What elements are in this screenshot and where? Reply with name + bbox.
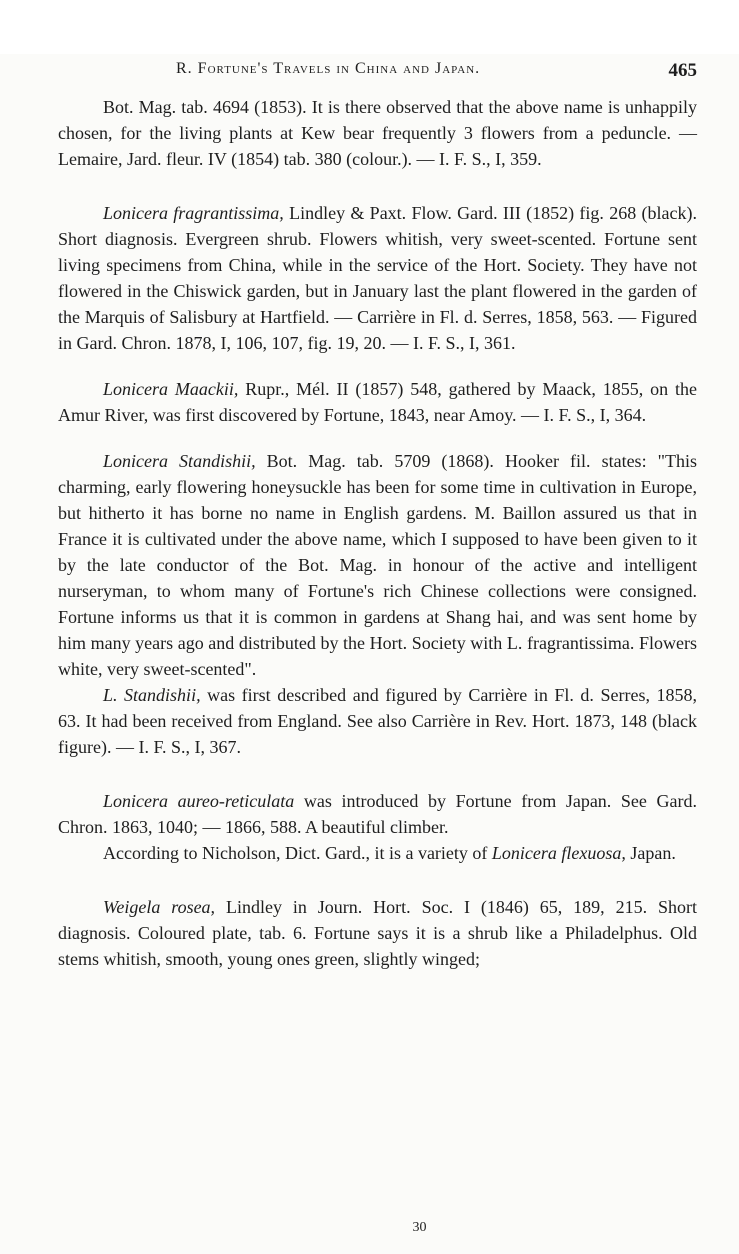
- entry-lonicera-standishii: [58, 448, 697, 760]
- entry-lonicera-maackii: [58, 376, 697, 428]
- entry-continuation: [58, 94, 697, 172]
- species-name: L. Standishii,: [103, 685, 201, 705]
- entry-paragraph: [58, 894, 697, 972]
- entry-lonicera-aureo-reticulata: [58, 788, 697, 866]
- entry-text: Bot. Mag. tab. 5709 (1868). Hooker fil. states: "This charming, early flowering honeysuckle has been for some time in cultivation in Europe, but hitherto it has borne no name in English gardens. M. Baillon assured us that in France it is cultivated under the above name, which I supposed to have been given to it by the late conductor of the Bot. Mag. in honour of the active and intelligent nurseryman, to whom many of Fortune's rich Chinese collections were consigned. Fortune informs us that it is common in gardens at Shang hai, and was sent home by him many years ago and distributed by the Hort. Society with L. fragrantissima. Flowers white, very sweet-scented".: [58, 451, 697, 679]
- entry-paragraph: [58, 200, 697, 356]
- entry-paragraph: [58, 788, 697, 840]
- entry-lonicera-fragrantissima: [58, 200, 697, 356]
- book-page: [0, 54, 739, 1254]
- entry-subparagraph: [58, 682, 697, 760]
- running-title: R. Fortune's Travels in China and Japan.: [176, 60, 481, 77]
- species-name: Lonicera Standishii,: [103, 451, 256, 471]
- entry-text: was introduced by Fortune from Japan. See Gard. Chron. 1863, 1040; — 1866, 588. A beautiful climber.: [58, 791, 697, 837]
- species-name: Lonicera flexuosa,: [491, 843, 626, 863]
- entry-text: Bot. Mag. tab. 4694 (1853). It is there observed that the above name is unhappily chosen, for the living plants at Kew bear frequently 3 flowers from a peduncle. — Lemaire, Jard. fleur. IV (1854) tab. 380 (colour.). — I. F. S., I, 359.: [58, 97, 697, 169]
- running-head: [58, 54, 697, 88]
- note-text: According to Nicholson, Dict. Gard., it is a variety of: [103, 843, 492, 863]
- entry-text: Lindley in Journ. Hort. Soc. I (1846) 65, 189, 215. Short diagnosis. Coloured plate, tab. 6. Fortune says it is a shrub like a Philadelphus. Old stems whitish, smooth, young ones green, slightly winged;: [58, 897, 697, 969]
- entry-text: Rupr., Mél. II (1857) 548, gathered by Maack, 1855, on the Amur River, was first discovered by Fortune, 1843, near Amoy. — I. F. S., I, 364.: [58, 379, 697, 425]
- signature-mark: 30: [412, 1220, 427, 1235]
- entry-paragraph: [58, 376, 697, 428]
- page-number: 465: [668, 60, 697, 81]
- entry-weigela-rosea: [58, 894, 697, 972]
- species-name: Lonicera fragrantissima,: [103, 203, 284, 223]
- entry-note: [58, 840, 697, 866]
- species-name: Weigela rosea,: [103, 897, 216, 917]
- note-tail: Japan.: [625, 843, 676, 863]
- species-name: Lonicera aureo-reticulata: [103, 791, 295, 811]
- entry-text: was first described and figured by Carrière in Fl. d. Serres, 1858, 63. It had been received from England. See also Carrière in Rev. Hort. 1873, 148 (black figure). — I. F. S., I, 367.: [58, 685, 697, 757]
- species-name: Lonicera Maackii,: [103, 379, 239, 399]
- entry-text: Lindley & Paxt. Flow. Gard. III (1852) fig. 268 (black). Short diagnosis. Evergreen shrub. Flowers whitish, very sweet-scented. Fortune sent living specimens from China, while in the service of the Hort. Society. They have not flowered in the Chiswick garden, but in January last the plant flowered in the garden of the Marquis of Salisbury at Hartfield. — Carrière in Fl. d. Serres, 1858, 563. — Figured in Gard. Chron. 1878, I, 106, 107, fig. 19, 20. — I. F. S., I, 361.: [58, 203, 697, 353]
- entry-paragraph: [58, 448, 697, 682]
